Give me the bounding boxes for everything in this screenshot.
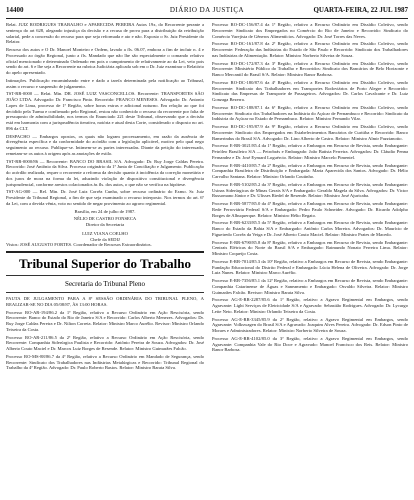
right-column (212, 22, 408, 494)
divider (6, 251, 204, 253)
paragraph: Processo AG-E-RR-4102/85.0 da 3ª Região, relativo a Agravo Regimental em Embargos, sendo Agravante: Companhia Vale do Rio Doce e Agravado: Manoel Francisco dos Reis. Relator: Ministro Ranor Barbosa. (212, 335, 408, 353)
signature-role: Diretor da Secretaria (85, 222, 125, 227)
page-header (6, 6, 408, 19)
paragraph: Processo E-RR-7356/85.1 da 12ª Região, relativo a Embargos em Recurso de Revista, sendo Embargante: Companhia Catarinense de Águas e Saneamento e Embargado: Osvaldo Silveira. Relator: Ministro Guimarães Falcão. Revisor: Ministro Barata Silva. (212, 278, 408, 295)
paragraph: Processo RO-DC-156/87.4 da 1ª Região, relativo a Recurso Ordinário em Dissídio Coletivo, sendo Recorrente: Sindicato dos Empregados no Comércio do Rio de Janeiro e Recorrido: Sindicato do Comércio Varejista de Gêneros Alimentícios. Advogado: Dr. José Torres das Neves. (212, 22, 408, 39)
paragraph: Recurso dos autos e O Dr. Manoel Monteiro e Ordem, lavado a fls. 06.07, embora a fim de incluir n. 4 e Processado ao órgão Regional, junto a fls. Mandado que não lhe são especialmente o comando relativo oficial mencionado e determinado Ordenado em pois o cumprimento de relativamente ao da Lei, veio pois sendo do art. 6 e lhe seja a Recorrente na rubrica Judiciária aplicada sob em o Dr. Juiz examinar o Relatório do apelo apresentado. (6, 47, 204, 75)
paragraph: Processo E-RR-4410/85.7 da 2ª Região, relativo a Embargos em Recurso de Revista, sendo Embargante: Companhia Brasileira de Distribuição e Embargada: Maria Aparecida dos Santos. Advogado: Dr. Hélio Carvalho Santana. Relator: Ministro Orlando Coutinho. (212, 162, 408, 179)
paragraph: Processo RO-DC-195/87.9 da 9ª Região, relativo a Recurso Ordinário em Dissídio Coletivo, sendo Recorrente: Sindicato dos Empregados em Estabelecimentos Bancários de Curitiba e Recorrido: Banco Bamerindus do Brasil S/A. Advogado: Dr. Lino Alberto de Castro. Relator: Ministro Almir Pazzianotto. (212, 124, 408, 141)
paragraph: Processo RO-MS-88/86.7 da 4ª Região, relativo a Recurso Ordinário em Mandado de Segurança, sendo Recorrente: Sindicato dos Trabalhadores nas Indústrias Metalúrgicas e Recorrido: Tribunal Regional do Trabalho da 4ª Região. Advogado: Dr. Paulo Roberto Bastos. Relator: Ministro Barata Silva. (6, 353, 204, 371)
paragraph: DESPACHO — Embargos opostos, os quais não logram processamento, em razão da ausência de divergência específica e da conformidade do acórdão com a legislação aplicável, motivo pelo qual nego seguimento ao recurso. Publique-se. Intimem-se as partes interessadas. Diante da petição do interessado, remetam-se os autos à origem após as anotações de estilo. (6, 133, 204, 156)
paragraph: PAUTA DE JULGAMENTO PARA A 8ª SESSÃO ORDINÁRIA DO TRIBUNAL PLENO, A REALIZAR-SE NO DIA 05/08/87, ÀS 13:00 HORAS. (6, 296, 204, 307)
paragraph: Processo RO-DC-172/87.3 da 3ª Região, relativo a Recurso Ordinário em Dissídio Coletivo, sendo Recorrente: Ministério Público do Trabalho e Recorridos: Sindicato dos Bancários de Belo Horizonte e Banco Mercantil do Brasil S/A. Relator: Ministro Ranor Barbosa. (212, 60, 408, 77)
signature-role: Chefe da SEDIJ (90, 236, 120, 242)
paragraph: Processo E-RR-6233/85.5 da 5ª Região, relativo a Embargos em Recurso de Revista, sendo Embargante: Banco do Estado da Bahia S/A e Embargado: Antônio Carlos Moreira. Advogados: Dr. Maurício de Figueiredo Corrêa da Veiga e Dr. José Alberto Couto Maciel. Relator: Ministro Prates de Macedo. (212, 220, 408, 237)
paragraph: Processo RO-DC-180/87.6 da 4ª Região, relativo a Recurso Ordinário em Dissídio Coletivo, sendo Recorrente: Sindicato dos Trabalhadores em Transportes Rodoviários de Porto Alegre e Recorrido: Sindicato das Empresas de Transporte de Passageiros. Advogados: Dr. Carlos Cavalcante e Dr. Luiz Gonzaga Bezerra. (212, 79, 408, 102)
paragraph: Processo AG-E-RR-2287/85.6 da 1ª Região, relativo a Agravo Regimental em Embargos, sendo Agravante: Light Serviços de Eletricidade S/A e Agravado: Sebastião Rodrigues. Advogado: Dr. Lycurgo Leite Neto. Relator: Ministro Orlando Teixeira da Costa. (212, 297, 408, 314)
court-title: Tribunal Superior do Trabalho (18, 256, 192, 271)
signature-name: NÉLIO DE CASTRO FONSECA (73, 216, 137, 222)
paragraph: Processo E-RR-3021/85.4 da 1ª Região, relativo a Embargos em Recurso de Revista, sendo Embargante: Petróleo Brasileiro S/A — Petrobrás e Embargado: João Batista Ferreira. Advogados: Dr. Cláudio Penna Fernandez e Dr. José Eymard Loguércio. Relator: Ministro Marcelo Pimentel. (212, 143, 408, 160)
paragraph: TST-RR-0000/86 — Recorrente: BANCO DO BRASIL S/A. Advogado: Dr. Ruy Jorge Caldas Pereira. Recorrido: José Antônio da Silva. Processo originário da 1ª Junta de Conciliação e Julgamento. Publicação do acórdão realizada, requer o recorrente a reforma da decisão quanto à incidência da correção monetária e dos juros de mora na forma da lei, aduzindo violação de dispositivo constitucional e divergência jurisprudencial, conforme arestos colacionados às fls. dos autos, o que não se verifica na hipótese. (6, 158, 204, 187)
paragraph: Vistos: JOSÉ AUGUSTO FORTES. Coordenador de Recursos Extraordinários. (6, 242, 152, 248)
paragraph: Processo RO-DC-161/87.8 da 2ª Região, relativo a Recurso Ordinário em Dissídio Coletivo, sendo Recorrente: Federação das Indústrias do Estado de São Paulo e Recorrido: Sindicato dos Trabalhadores nas Indústrias de Alimentação. Relator: Ministro Norberto Silveira de Souza. (212, 41, 408, 58)
signature-name: LUIZ VIANA COELHO (82, 230, 128, 236)
left-column (6, 22, 204, 494)
paragraph: Intimações. Publicação encaminhando entre e dado a tarefa determinada pela notificação ao Tribunal, assim o recurso e suspensão de julgamento. (6, 77, 204, 89)
section-title: Secretaria do Tribunal Pleno (65, 280, 145, 288)
paragraph: Relat. JUIZ RODRIGUES TRABALHO e APARECIDA PEREIRA Autos 19x, do Recorrente perante a sentença do art 628, alegando injustiça da decisão e a recusa de prova para a distribuição da retribuição salarial, pede a concessão do recurso para que seja reformada e ato e não. Exposto o Sr. Juiz Presidente do Relator. (6, 22, 204, 45)
journal-title: DIÁRIO DA JUSTIÇA (169, 6, 245, 14)
divider (6, 292, 204, 293)
page-number: 14400 (6, 6, 24, 14)
issue-date: QUARTA-FEIRA, 22 JUL 1987 (313, 6, 408, 14)
paragraph: Processo E-RR-5102/85.2 da 3ª Região, relativo a Embargos em Recurso de Revista, sendo Embargante: Usinas Siderúrgicas de Minas Gerais S/A e Embargado: Geraldo Magela da Silva. Advogados: Dr. Victor Russomano Júnior e Dr. Ulisses Riedel de Resende. Relator: Ministro José Ajuricaba. (212, 181, 408, 199)
paragraph: Processo E-RR-5877/85.0 da 4ª Região, relativo a Embargos em Recurso de Revista, sendo Embargante: Rede Ferroviária Federal S/A e Embargado: Pedro Paulo Schneider. Advogado: Dr. Ricardo Adolpho Borges de Albuquerque. Relator: Ministro Hélio Regato. (212, 201, 408, 218)
paragraph: Processo RO-AR-211/86.5 da 2ª Região, relativo a Recurso Ordinário em Ação Rescisória, sendo Recorrente: Companhia Siderúrgica Paulista e Recorrido: Antônio Pereira de Souza. Advogados: Dr. José Alberto Couto Maciel e Dr. Marcos Luiz Borges de Resende. Relator: Ministro Guimarães Falcão. (6, 334, 204, 351)
paragraph: TST-AG-000 — Rel. Min. Dr. José Luiz Corrêa Cunha, sobre recurso ordinário do Exmo. Sr. Juiz Presidente do Tribunal Regional, a fim de que seja examinado o recurso interposto. Nos termos do art. 6º da Lei, com a devida vênia, voto no sentido de negar provimento ao agravo regimental. (6, 189, 204, 206)
divider (6, 275, 204, 276)
paragraph: TST-RR-0000 — Relat. Min. DR. JOSÉ LUIZ VASCONCELLOS. Recorrente: TRANSPORTES SÃO JOÃO LTDA. Advogado: Dr. Francisco Pinto. Recorrido: FRANCO MENESES. Advogado: Dr. Antonio Lopes de Lima, processo de 1ª Região, sobre horas extras e adicional noturno. Em relação ao que foi decidido pela Turma e confirmado pelo Regional, restou não conhecido o recurso da recorrente por falta de pressuposto de admissibilidade, nos termos do Enunciado 221 deste Tribunal, observando que a decisão está em harmonia com a jurisprudência iterativa, notória e atual desta Corte, considerado o disposto no art. 896 da CLT. (6, 91, 204, 131)
paragraph: Processo AG-E-RR-3345/85.9 da 2ª Região, relativo a Agravo Regimental em Embargos, sendo Agravante: Volkswagen do Brasil S/A e Agravado: Joaquim Alves Pereira. Advogado: Dr. Edson Pinto de Moraes e Administradores. Relator: Ministro Norberto Silveira de Souza. (212, 316, 408, 333)
dateline: Brasília, em 24 de julho de 1987. (74, 208, 136, 214)
paragraph: Processo E-RR-6790/85.8 da 8ª Região, relativo a Embargos em Recurso de Revista, sendo Embargante: Centrais Elétricas do Norte do Brasil S/A e Embargado: Raimundo Nonato Ferreira Lima. Relator: Ministro Coqueijo Costa. (212, 239, 408, 256)
paragraph: Processo RO-AR-194/86.2 da 1ª Região, relativo a Recurso Ordinário em Ação Rescisória, sendo Recorrente: Banco do Estado do Rio de Janeiro S/A e Recorrido: Carlos Alberto Menezes. Advogados: Dr. Ruy Jorge Caldas Pereira e Dr. Nilton Correia. Relator: Ministro Marco Aurélio. Revisor: Ministro Orlando Teixeira da Costa. (6, 309, 204, 332)
paragraph: Processo E-RR-7014/85.3 da 10ª Região, relativo a Embargos em Recurso de Revista, sendo Embargante: Fundação Educacional do Distrito Federal e Embargada: Lúcia Helena de Oliveira. Advogado: Dr. Jorge Luiz Nunes. Relator: Ministro Marco Aurélio. (212, 258, 408, 276)
paragraph: Processo RO-DC-188/87.1 da 6ª Região, relativo a Recurso Ordinário em Dissídio Coletivo, sendo Recorrente: Sindicato dos Trabalhadores na Indústria do Açúcar de Pernambuco e Recorrido: Sindicato da Indústria do Açúcar no Estado de Pernambuco. Relator: Ministro Fernando Vilar. (212, 104, 408, 122)
